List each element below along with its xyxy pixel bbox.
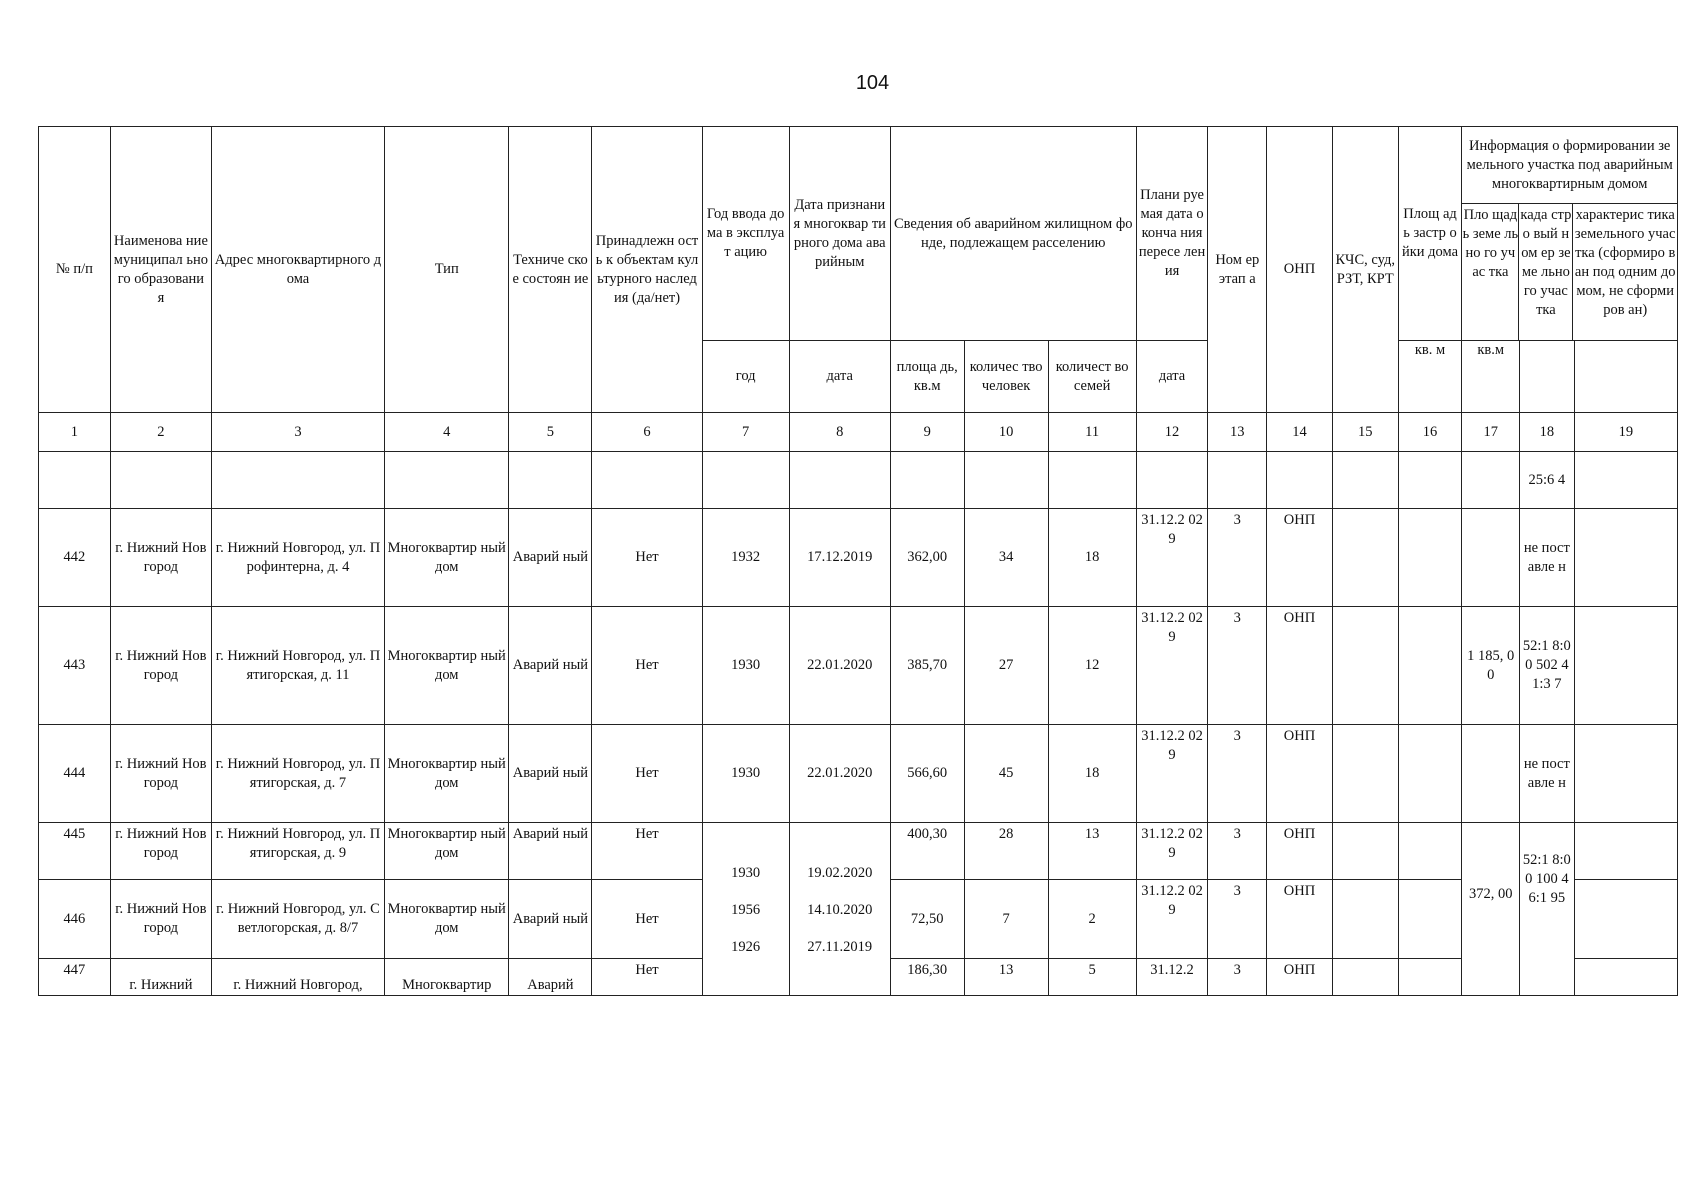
cadastral-number: не пост авле н [1520,725,1575,823]
technical-state: Аварий ный [509,607,592,725]
column-number: 4 [384,413,508,452]
municipality: г. Нижний [110,959,211,996]
technical-state: Аварий [509,959,592,996]
people-count: 13 [964,959,1048,996]
building-area [1398,509,1462,607]
planned-end-date: 31.12.2 029 [1136,725,1208,823]
address: г. Нижний Новгород, ул. Пятигорская, д. 9 [211,823,384,880]
family-count: 12 [1048,607,1136,725]
header-plot-area: Пло щадь земе льно го учас тка [1462,204,1519,340]
people-count: 45 [964,725,1048,823]
year-built: 1926 [731,939,761,955]
building-area [1398,823,1462,880]
municipality: г. Нижний Новгород [110,725,211,823]
column-number: 7 [702,413,789,452]
onp: ОНП [1267,880,1333,959]
recognition-date: 14.10.2020 [807,902,873,918]
area: 385,70 [890,607,964,725]
heritage: Нет [592,509,702,607]
page-number: 104 [855,72,890,94]
onp: ОНП [1267,607,1333,725]
subheader-date: дата [789,341,890,413]
year-built: 1932 [702,509,789,607]
header-stage: Ном ер этап а [1208,127,1267,413]
area: 400,30 [890,823,964,880]
kchs [1332,823,1398,880]
plot-characteristics [1574,959,1677,996]
plot-area: 1 185, 00 [1462,607,1520,725]
emergency-housing-table [38,126,1678,996]
stage: 3 [1208,509,1267,607]
stage: 3 [1208,607,1267,725]
municipality: г. Нижний Новгород [110,509,211,607]
onp: ОНП [1267,959,1333,996]
recognition-date: 22.01.2020 [789,725,890,823]
header-municipality: Наименова ние муниципал ьного образовани я [110,127,211,413]
year-built: 1930 [702,607,789,725]
building-area [1398,880,1462,959]
technical-state: Аварий ный [509,880,592,959]
people-count: 27 [964,607,1048,725]
plot-characteristics [1574,607,1677,725]
address: г. Нижний Новгород, ул. Светлогорская, д. 8/7 [211,880,384,959]
header-recognition-date: Дата признания многоквар тирного дома аварийным [789,127,890,341]
header-land-info-title: Информация о формировании земельного участка под аварийным многоквартирным домом [1462,127,1677,204]
address: г. Нижний Новгород, ул. Профинтерна, д. 4 [211,509,384,607]
recognition-date: 22.01.2020 [789,607,890,725]
column-number: 12 [1136,413,1208,452]
column-number: 3 [211,413,384,452]
kchs [1332,880,1398,959]
column-number: 9 [890,413,964,452]
table-row [39,823,1678,880]
stage: 3 [1208,823,1267,880]
people-count: 28 [964,823,1048,880]
table-row [39,509,1678,607]
plot-area [1462,509,1520,607]
recognition-date: 27.11.2019 [807,939,873,955]
table-row [39,725,1678,823]
onp: ОНП [1267,823,1333,880]
plot-area: 372, 00 [1462,823,1520,996]
house-type: Многоквартир ный дом [384,509,508,607]
house-type: Многоквартир [384,959,508,996]
technical-state: Аварий ный [509,509,592,607]
municipality: г. Нижний Новгород [110,880,211,959]
subheader-people: количес тво человек [964,341,1048,413]
plot-characteristics [1574,509,1677,607]
column-number: 10 [964,413,1048,452]
cadastral-number: не пост авле н [1520,509,1575,607]
column-number: 18 [1520,413,1575,452]
year-built: 1930 [702,725,789,823]
header-land-info [1462,127,1678,341]
subheader-area: площа дь, кв.м [890,341,964,413]
planned-end-date: 31.12.2 029 [1136,509,1208,607]
merged-date-cell [789,823,890,996]
heritage: Нет [592,725,702,823]
address: г. Нижний Новгород, [211,959,384,996]
subheader-families: количест во семей [1048,341,1136,413]
onp: ОНП [1267,509,1333,607]
plot-characteristics [1574,823,1677,880]
planned-end-date: 31.12.2 029 [1136,607,1208,725]
house-type: Многоквартир ный дом [384,725,508,823]
cadastral-number: 52:1 8:00 100 46:1 95 [1520,823,1575,996]
cadastral-number: 52:1 8:00 502 41:3 7 [1520,607,1575,725]
header-type: Тип [384,127,508,413]
family-count: 2 [1048,880,1136,959]
header-year-built: Год ввода дома в эксплуат ацию [702,127,789,341]
column-number: 13 [1208,413,1267,452]
stage: 3 [1208,880,1267,959]
column-number-row [39,413,1678,452]
row-number: 446 [39,880,111,959]
header-heritage: Принадлежн ость к объектам культурного наследия (да/нет) [592,127,702,413]
header-number: № п/п [39,127,111,413]
subheader-sq-m: кв. м [1398,341,1462,413]
house-type: Многоквартир ный дом [384,823,508,880]
header-planned-end: Плани руемая дата оконча ния пересе ления [1136,127,1208,341]
recognition-date: 17.12.2019 [789,509,890,607]
family-count: 18 [1048,509,1136,607]
house-type: Многоквартир ный дом [384,607,508,725]
column-number: 1 [39,413,111,452]
subheader-sqm: кв.м [1462,341,1520,413]
row-number: 444 [39,725,111,823]
column-number: 15 [1332,413,1398,452]
plot-area [1462,725,1520,823]
kchs [1332,725,1398,823]
municipality: г. Нижний Новгород [110,607,211,725]
column-number: 2 [110,413,211,452]
house-type: Многоквартир ный дом [384,880,508,959]
area: 362,00 [890,509,964,607]
kchs [1332,959,1398,996]
column-number: 17 [1462,413,1520,452]
building-area [1398,725,1462,823]
column-number: 19 [1574,413,1677,452]
planned-end-date: 31.12.2 [1136,959,1208,996]
heritage: Нет [592,880,702,959]
kchs [1332,509,1398,607]
building-area [1398,959,1462,996]
family-count: 13 [1048,823,1136,880]
subheader-end-date: дата [1136,341,1208,413]
kchs [1332,607,1398,725]
row-number: 447 [39,959,111,996]
header-plot-characteristics: характерис тика земельного участка (сформиро ван под одним домом, не сформиров ан) [1574,207,1676,318]
heritage: Нет [592,959,702,996]
area: 186,30 [890,959,964,996]
stage: 3 [1208,725,1267,823]
header-cadastral: када стро вый ном ер земе льно го учас тка [1519,204,1573,340]
column-number: 8 [789,413,890,452]
recognition-date: 19.02.2020 [807,865,873,881]
table-row [39,607,1678,725]
table-row [39,452,1678,509]
area: 72,50 [890,880,964,959]
planned-end-date: 31.12.2 029 [1136,880,1208,959]
area: 566,60 [890,725,964,823]
stage: 3 [1208,959,1267,996]
header-address: Адрес многоквартирного дома [211,127,384,413]
row-number: 443 [39,607,111,725]
technical-state: Аварий ный [509,725,592,823]
technical-state: Аварий ный [509,823,592,880]
plot-characteristics [1574,725,1677,823]
row-number: 442 [39,509,111,607]
header-onp: ОНП [1267,127,1333,413]
heritage: Нет [592,607,702,725]
family-count: 5 [1048,959,1136,996]
address: г. Нижний Новгород, ул. Пятигорская, д. 7 [211,725,384,823]
header-technical-state: Техниче ское состоян ие [509,127,592,413]
subheader-year: год [702,341,789,413]
column-number: 5 [509,413,592,452]
municipality: г. Нижний Новгород [110,823,211,880]
year-built: 1930 [731,865,761,881]
onp: ОНП [1267,725,1333,823]
address: г. Нижний Новгород, ул. Пятигорская, д. 11 [211,607,384,725]
planned-end-date: 31.12.2 029 [1136,823,1208,880]
column-number: 11 [1048,413,1136,452]
people-count: 7 [964,880,1048,959]
header-kchs: КЧС, суд, РЗТ, КРТ [1332,127,1398,413]
cadastral-number: 25:6 4 [1520,452,1575,509]
family-count: 18 [1048,725,1136,823]
people-count: 34 [964,509,1048,607]
row-number: 445 [39,823,111,880]
column-number: 14 [1267,413,1333,452]
plot-characteristics [1574,880,1677,959]
year-built: 1956 [731,902,761,918]
header-housing-info: Сведения об аварийном жилищном фонде, подлежащем расселению [890,127,1136,341]
header-building-area: Площ адь застр ойки дома [1398,127,1462,341]
column-number: 16 [1398,413,1462,452]
merged-year-cell [702,823,789,996]
building-area [1398,607,1462,725]
heritage: Нет [592,823,702,880]
column-number: 6 [592,413,702,452]
